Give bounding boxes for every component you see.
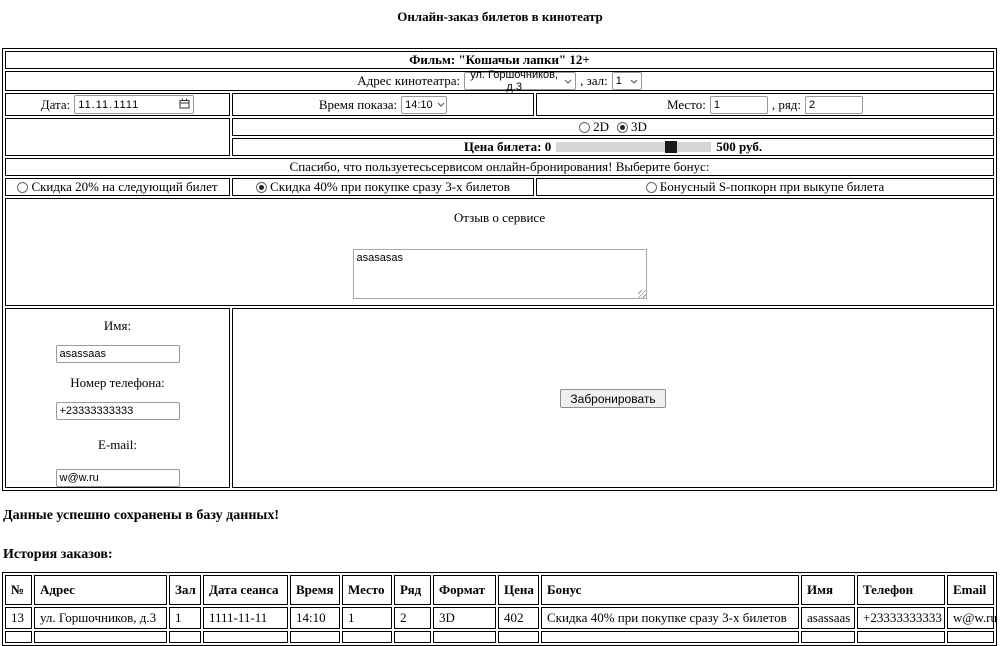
table-cell: asassaas <box>801 607 855 629</box>
name-input[interactable]: asassaas <box>56 345 180 363</box>
column-header: Цена <box>498 575 539 605</box>
table-cell <box>394 631 431 643</box>
booking-form <box>2 48 997 491</box>
table-cell: w@w.ru <box>947 607 994 629</box>
table-row <box>5 607 994 629</box>
column-header: Адрес <box>34 575 167 605</box>
date-label: Дата: <box>40 96 71 112</box>
row-label: , ряд: <box>771 96 802 112</box>
price-slider[interactable] <box>556 142 711 152</box>
radio-2d[interactable] <box>579 122 590 133</box>
table-cell: Скидка 40% при покупке сразу 3-х билетов <box>541 607 799 629</box>
radio-bonus-3[interactable] <box>646 182 657 193</box>
column-header: Имя <box>801 575 855 605</box>
table-cell <box>498 631 539 643</box>
table-cell <box>857 631 945 643</box>
table-cell: 1 <box>169 607 201 629</box>
calendar-icon[interactable] <box>179 98 190 112</box>
radio-3d[interactable] <box>617 122 628 133</box>
bonus-option-3[interactable]: Бонусный S-попкорн при выкупе билета <box>536 178 994 196</box>
review-textarea[interactable] <box>353 249 647 299</box>
name-label: Имя: <box>103 318 132 333</box>
bonus-option-2[interactable]: Скидка 40% при покупке сразу 3-х билетов <box>232 178 534 196</box>
seat-input[interactable]: 1 <box>710 96 768 114</box>
bonus-option-1[interactable]: Скидка 20% на следующий билет <box>5 178 230 196</box>
table-row <box>5 631 994 643</box>
row-input[interactable]: 2 <box>805 96 863 114</box>
order-history-table <box>2 572 997 646</box>
table-cell: 1 <box>342 607 392 629</box>
hall-select[interactable]: 1 <box>612 72 642 90</box>
table-cell <box>169 631 201 643</box>
column-header: № <box>5 575 32 605</box>
time-select[interactable]: 14:10 <box>401 96 447 114</box>
radio-bonus-1[interactable] <box>17 182 28 193</box>
review-label: Отзыв о сервисе <box>453 210 546 225</box>
phone-input[interactable]: +23333333333 <box>56 402 180 420</box>
column-header: Формат <box>433 575 496 605</box>
chevron-down-icon <box>630 79 638 84</box>
table-cell <box>947 631 994 643</box>
format-option-3d[interactable]: 3D <box>617 119 647 135</box>
table-cell <box>433 631 496 643</box>
table-cell <box>290 631 340 643</box>
column-header: Место <box>342 575 392 605</box>
table-cell <box>801 631 855 643</box>
table-cell: 3D <box>433 607 496 629</box>
column-header: Время <box>290 575 340 605</box>
chevron-down-icon <box>437 102 445 107</box>
table-cell <box>34 631 167 643</box>
time-label: Время показа: <box>318 96 398 112</box>
history-title: История заказов: <box>3 547 113 562</box>
address-select[interactable]: ул. Горшочников, д.3 <box>464 72 576 90</box>
chevron-down-icon <box>564 79 572 84</box>
table-cell <box>342 631 392 643</box>
phone-label: Номер телефона: <box>70 375 165 390</box>
table-cell <box>203 631 288 643</box>
format-option-2d[interactable]: 2D <box>579 119 609 135</box>
seat-label: Место: <box>666 96 706 112</box>
column-header: Дата сеанса <box>203 575 288 605</box>
table-cell: 2 <box>394 607 431 629</box>
column-header: Зал <box>169 575 201 605</box>
thanks-text: Спасибо, что пользуетесьсервисом онлайн-бронирования! Выберите бонус: <box>5 158 994 176</box>
email-label: E-mail: <box>98 437 137 452</box>
film-title: Фильм: "Кошачьи лапки" 12+ <box>5 51 994 69</box>
table-cell: 13 <box>5 607 32 629</box>
table-cell <box>541 631 799 643</box>
table-cell: 402 <box>498 607 539 629</box>
column-header: Телефон <box>857 575 945 605</box>
header-row <box>5 575 994 605</box>
page-title: Онлайн-заказ билетов в кинотеатр <box>397 9 603 24</box>
radio-bonus-2[interactable] <box>256 182 267 193</box>
column-header: Email <box>947 575 994 605</box>
column-header: Бонус <box>541 575 799 605</box>
empty-cell <box>5 118 230 156</box>
table-cell: 1111-11-11 <box>203 607 288 629</box>
date-input[interactable]: 11.11.1111 <box>74 95 194 114</box>
hall-label: , зал: <box>580 73 608 88</box>
slider-thumb[interactable] <box>665 141 677 153</box>
email-input[interactable]: w@w.ru <box>56 469 180 487</box>
column-header: Ряд <box>394 575 431 605</box>
table-cell: ул. Горшочников, д.3 <box>34 607 167 629</box>
table-cell: +23333333333 <box>857 607 945 629</box>
price-label: Цена билета: 0 <box>463 139 552 154</box>
book-button[interactable]: Забронировать <box>560 389 665 408</box>
address-label: Адрес кинотеатра: <box>357 73 461 88</box>
table-cell <box>5 631 32 643</box>
price-max-label: 500 руб. <box>716 139 763 154</box>
table-cell: 14:10 <box>290 607 340 629</box>
status-message: Данные успешно сохранены в базу данных! <box>3 508 279 523</box>
